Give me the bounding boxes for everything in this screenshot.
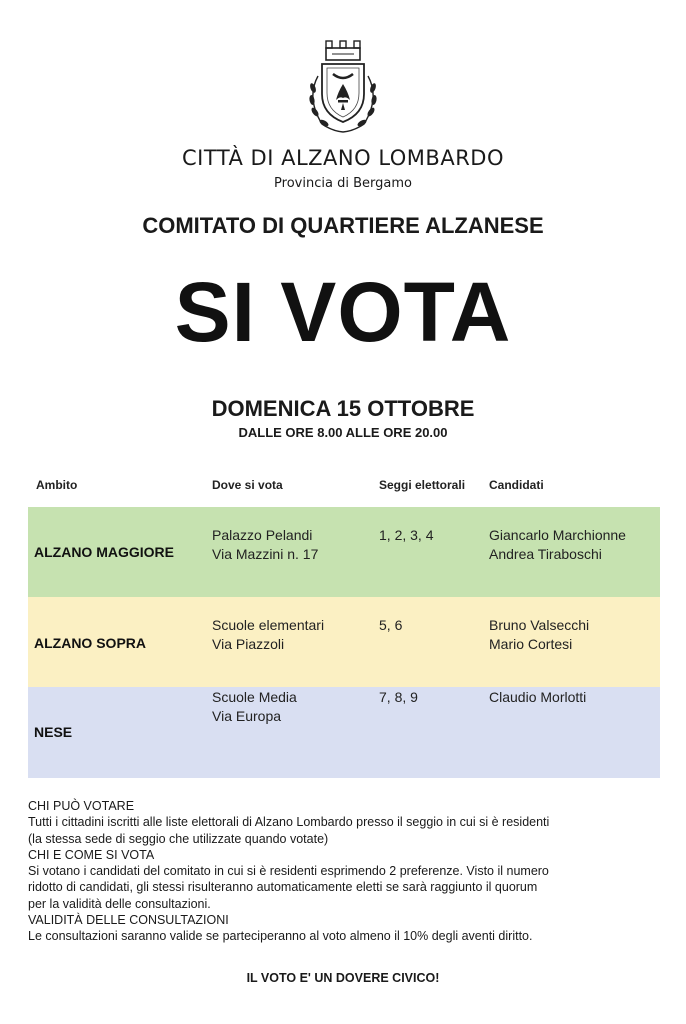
how-to-vote-text: ridotto di candidati, gli stessi risulteranno automaticamente eletti se sarà raggiunto il quorum bbox=[28, 880, 538, 895]
column-header-area: Ambito bbox=[36, 478, 78, 492]
table-row bbox=[28, 597, 660, 687]
province-subtitle: Provincia di Bergamo bbox=[274, 176, 412, 191]
seats: 1, 2, 3, 4 bbox=[379, 527, 434, 543]
how-to-vote-text: per la validità delle consultazioni. bbox=[28, 896, 211, 911]
candidate: Andrea Tiraboschi bbox=[489, 546, 602, 562]
headline: SI VOTA bbox=[174, 265, 512, 359]
how-to-vote-title: CHI E COME SI VOTA bbox=[28, 847, 155, 862]
candidate: Mario Cortesi bbox=[489, 636, 573, 652]
area-name: ALZANO MAGGIORE bbox=[34, 544, 174, 560]
notes-section bbox=[28, 798, 668, 945]
place-line1: Palazzo Pelandi bbox=[212, 527, 313, 543]
who-can-vote-title: CHI PUÒ VOTARE bbox=[28, 799, 135, 813]
table-row bbox=[28, 687, 660, 778]
who-can-vote-text: Tutti i cittadini iscritti alle liste elettorali di Alzano Lombardo presso il seggio in cui si è residenti bbox=[28, 815, 550, 830]
city-title: CITTÀ DI ALZANO LOMBARDO bbox=[182, 146, 504, 170]
place-line1: Scuole elementari bbox=[212, 617, 325, 633]
area-name: NESE bbox=[34, 724, 73, 740]
vote-date: DOMENICA 15 OTTOBRE bbox=[211, 396, 475, 421]
validity-title: VALIDITÀ DELLE CONSULTAZIONI bbox=[28, 913, 229, 928]
place-line1: Scuole Media bbox=[212, 689, 297, 705]
vote-hours: DALLE ORE 8.00 ALLE ORE 20.00 bbox=[238, 425, 448, 440]
place-line2: Via Piazzoli bbox=[212, 636, 285, 652]
candidate: Claudio Morlotti bbox=[489, 689, 587, 705]
candidate: Giancarlo Marchionne bbox=[489, 527, 626, 543]
seats: 5, 6 bbox=[379, 617, 403, 633]
area-name: ALZANO SOPRA bbox=[34, 635, 146, 651]
column-header-place: Dove si vota bbox=[212, 478, 283, 492]
seats: 7, 8, 9 bbox=[379, 689, 418, 705]
column-header-seats: Seggi elettorali bbox=[379, 478, 466, 492]
table-row bbox=[28, 507, 660, 597]
who-can-vote-text: (la stessa sede di seggio che utilizzate quando votate) bbox=[28, 831, 329, 846]
place-line2: Via Europa bbox=[212, 708, 282, 724]
how-to-vote-text: Si votano i candidati del comitato in cui si è residenti esprimendo 2 preferenze. Visto il numero bbox=[28, 864, 549, 879]
committee-title: COMITATO DI QUARTIERE ALZANESE bbox=[142, 213, 544, 238]
validity-text: Le consultazioni saranno valide se parteciperanno al voto almeno il 10% degli aventi diritto. bbox=[28, 929, 533, 944]
column-header-candidates: Candidati bbox=[489, 478, 544, 492]
civic-duty-footer: IL VOTO E' UN DOVERE CIVICO! bbox=[246, 971, 440, 985]
candidate: Bruno Valsecchi bbox=[489, 617, 590, 633]
place-line2: Via Mazzini n. 17 bbox=[212, 546, 319, 562]
coat-of-arms-icon bbox=[300, 36, 386, 136]
